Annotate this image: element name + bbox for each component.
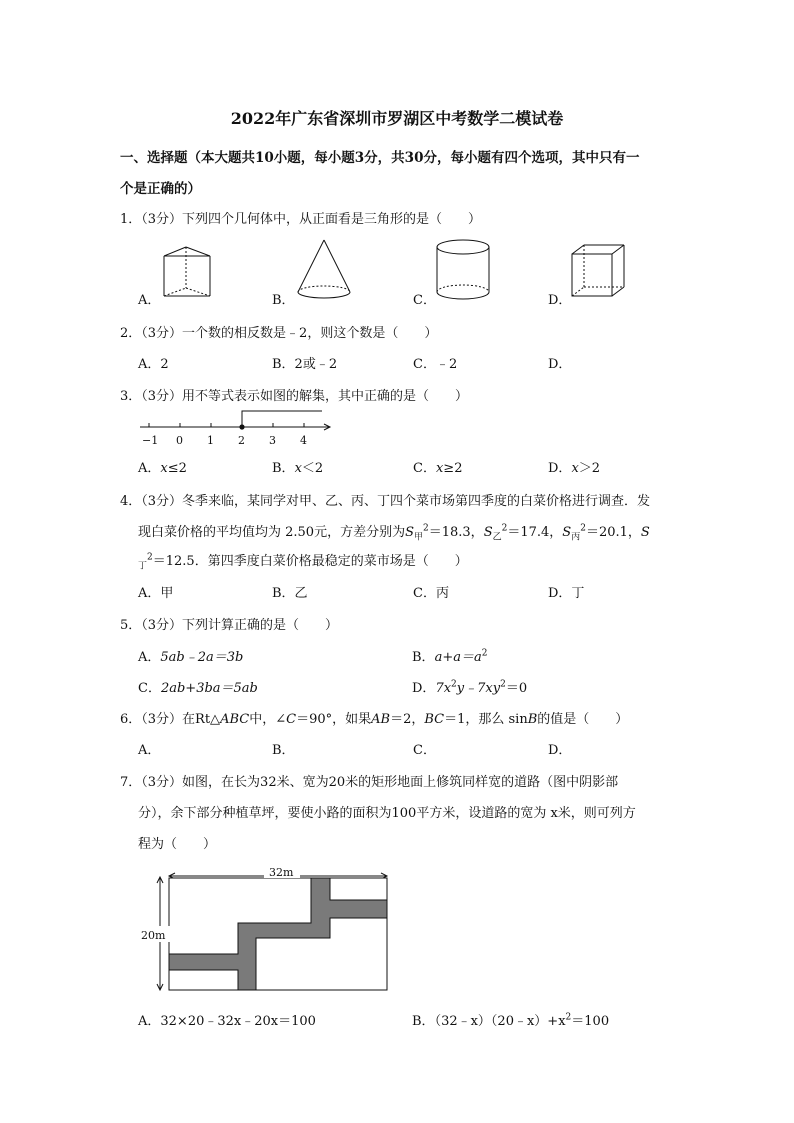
- q1-option-d: D．: [548, 293, 572, 308]
- q5-stem: 5．（3分）下列计算正确的是（ ）: [120, 618, 339, 633]
- q6-stem: 6．（3分）在Rt△ABC中，∠C＝90°，如果AB＝2，BC＝1，那么 sinB的值是（ ）: [120, 712, 629, 727]
- q6-option-d: D．: [548, 743, 572, 758]
- q2-option-b: B．2或﹣2: [272, 357, 338, 372]
- q5-option-a: A．5ab﹣2a＝3b: [138, 650, 244, 665]
- number-line-figure: [138, 406, 338, 450]
- section-heading-line2: 个是正确的）: [120, 181, 201, 197]
- q7-line3: 程为（ ）: [138, 837, 217, 852]
- q1-option-a: A．: [138, 293, 161, 308]
- q3-stem: 3．（3分）用不等式表示如图的解集，其中正确的是（ ）: [120, 389, 469, 404]
- cuboid-figure: [570, 242, 626, 302]
- q3-option-c: C．x≥2: [413, 461, 463, 476]
- q4-line2: 现白菜价格的平均值均为 2.50元，方差分别为$S_甲^2=18.3$，$S_乙^2=17.4$，$S_丙^2=20.1$，S: [138, 523, 650, 543]
- tick-label: 3: [269, 434, 276, 447]
- tick-label: 0: [176, 434, 183, 447]
- q2-stem: 2．（3分）一个数的相反数是﹣2，则这个数是（ ）: [120, 326, 438, 341]
- q2-option-d: D．: [548, 357, 572, 372]
- tick-label: −1: [142, 434, 159, 447]
- q5-option-d: D．$7x^2y﹣7xy^2=0$: [412, 679, 528, 696]
- q1-option-b: B．: [272, 293, 295, 308]
- width-label: 32m: [269, 866, 294, 879]
- q7-line2: 分），余下部分种植草坪，要使小路的面积为100平方米，设道路的宽为 x米，则可列方: [138, 806, 636, 821]
- q1-option-c: C．: [413, 293, 436, 308]
- q2-option-a: A．2: [138, 357, 169, 372]
- q4-option-a: A．甲: [138, 586, 174, 601]
- q6-option-a: A．: [138, 743, 161, 758]
- triangular-prism-figure: [160, 244, 216, 300]
- cylinder-figure: [435, 238, 491, 302]
- q3-option-d: D．x＞2: [548, 461, 601, 476]
- q4-line1: 4．（3分）冬季来临，某同学对甲、乙、丙、丁四个菜市场第四季度的白菜价格进行调查．发: [120, 494, 651, 509]
- q5-option-c: C．2ab+3ba＝5ab: [138, 681, 258, 696]
- q4-option-c: C．丙: [413, 586, 449, 601]
- q6-option-b: B．: [272, 743, 295, 758]
- q5-option-b: B．$a+a=a^2$: [412, 648, 488, 665]
- q3-option-b: B．x＜2: [272, 461, 324, 476]
- height-label: 20m: [141, 929, 166, 942]
- q7-option-b: B．$(32﹣x)(20﹣x)+x^2=100$: [412, 1012, 610, 1029]
- q3-option-a: A．x≤2: [138, 461, 187, 476]
- tick-label: 1: [207, 434, 214, 447]
- tick-label: 4: [300, 434, 307, 447]
- q1-stem: 1．（3分）下列四个几何体中，从正面看是三角形的是（ ）: [120, 212, 482, 227]
- q4-line3: $_丁^2$＝12.5．第四季度白菜价格最稳定的菜市场是（ ）: [138, 552, 468, 572]
- q4-option-b: B．乙: [272, 586, 308, 601]
- q4-option-d: D．丁: [548, 586, 585, 601]
- q2-option-c: C．﹣2: [413, 357, 458, 372]
- q7-line1: 7．（3分）如图，在长为32米、宽为20米的矩形地面上修筑同样宽的道路（图中阴影部: [120, 775, 619, 790]
- road-diagram: [136, 860, 396, 1000]
- cone-figure: [296, 238, 352, 302]
- solid-dot: [239, 424, 244, 429]
- section-heading-line1: 一、选择题（本大题共10小题，每小题3分，共30分，每小题有四个选项，其中只有一: [120, 150, 640, 166]
- tick-label: 2: [238, 434, 245, 447]
- q7-option-a: A．32×20﹣32x﹣20x＝100: [138, 1014, 316, 1029]
- q6-option-c: C．: [413, 743, 436, 758]
- page-title: 2022年广东省深圳市罗湖区中考数学二模试卷: [230, 109, 564, 128]
